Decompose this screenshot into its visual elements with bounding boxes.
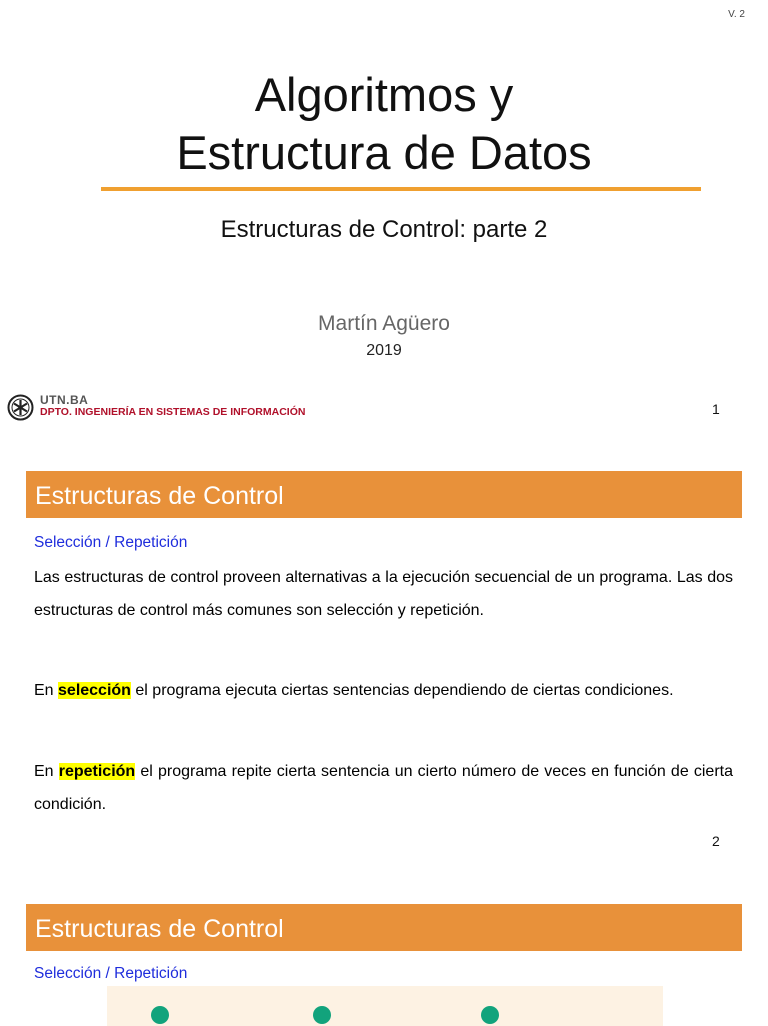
diagram-node <box>151 1006 169 1024</box>
paragraph-seleccion <box>34 674 733 707</box>
paragraph-intro: Las estructuras de control proveen alternativas a la ejecución secuencial de un programa. Las dos estructuras de control más comunes son selección y repetición. <box>34 569 733 619</box>
paragraph-suffix: el programa ejecuta ciertas sentencias dependiendo de ciertas condiciones. <box>130 682 674 699</box>
title-line-2: Estructura de Datos <box>176 126 592 179</box>
diagram-node <box>481 1006 499 1024</box>
diagram-panel <box>107 986 663 1026</box>
utn-seal-icon <box>7 394 34 421</box>
section-header: Estructuras de Control <box>26 904 742 951</box>
paragraph-prefix: En <box>34 763 59 780</box>
title-underline <box>101 187 701 191</box>
utn-logo <box>7 393 352 427</box>
section-subheader: Selección / Repetición <box>34 965 188 982</box>
highlight-repeticion: repetición <box>58 763 136 780</box>
section-header: Estructuras de Control <box>26 471 742 518</box>
year-label: 2019 <box>366 342 402 359</box>
diagram-node <box>313 1006 331 1024</box>
highlight-seleccion: selección <box>58 682 131 699</box>
paragraph-prefix: En <box>34 682 59 699</box>
version-label: V. 2 <box>728 9 745 20</box>
title-line-1: Algoritmos y <box>254 68 514 121</box>
logo-brand: UTN.BA <box>40 393 89 407</box>
slide-subtitle: Estructuras de Control: parte 2 <box>220 216 548 243</box>
paragraph-repeticion <box>34 755 733 821</box>
section-subheader: Selección / Repetición <box>34 534 188 551</box>
author-name: Martín Agüero <box>318 312 450 335</box>
logo-department: DPTO. INGENIERÍA EN SISTEMAS DE INFORMACIÓN <box>40 406 306 418</box>
page-number: 1 <box>712 401 720 417</box>
paragraph-suffix: el programa repite cierta sentencia un cierto número de veces en función de cierta condición. <box>34 763 734 813</box>
page-number: 2 <box>712 833 720 849</box>
slide-title <box>0 66 768 182</box>
